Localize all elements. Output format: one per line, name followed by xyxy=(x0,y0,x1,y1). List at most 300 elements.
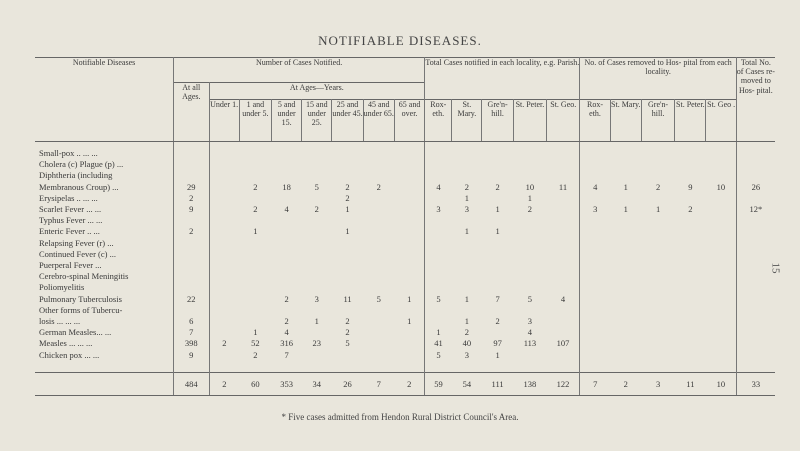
table-row xyxy=(35,182,775,193)
disease-name: German Measles... ... xyxy=(35,327,174,338)
table-cell xyxy=(363,215,394,226)
table-cell xyxy=(272,271,302,282)
table-cell: 29 xyxy=(174,182,209,193)
table-cell xyxy=(394,305,424,316)
table-cell: 1 xyxy=(527,192,533,203)
table-row xyxy=(35,215,775,226)
table-cell xyxy=(394,338,424,349)
table-cell xyxy=(332,249,363,260)
table-cell: 9 xyxy=(174,350,209,361)
table-cell xyxy=(547,305,580,316)
table-cell xyxy=(547,316,580,327)
table-cell xyxy=(174,271,209,282)
header-locality-removed: Rox- eth. xyxy=(580,100,610,142)
table-cell: 9 xyxy=(174,204,209,215)
table-cell xyxy=(482,327,513,338)
table-row xyxy=(35,338,775,349)
table-cell xyxy=(452,159,482,170)
table-cell xyxy=(641,238,674,249)
table-cell xyxy=(482,159,513,170)
total-cell: 2 xyxy=(610,372,641,395)
table-cell xyxy=(513,226,546,237)
table-cell xyxy=(610,294,641,305)
table-cell xyxy=(736,271,775,282)
header-removed: No. of Cases removed to Hos- pital from each locality. xyxy=(580,58,736,100)
table-cell: 2 xyxy=(253,349,258,360)
table-cell xyxy=(209,294,239,305)
spacer-cell xyxy=(580,361,610,373)
header-age-group: 25 and under 45. xyxy=(332,100,363,142)
table-cell xyxy=(174,142,209,160)
table-cell: 2 xyxy=(527,204,533,215)
table-cell xyxy=(675,338,706,349)
header-age-group: 65 and over. xyxy=(394,100,424,142)
table-cell xyxy=(272,215,302,226)
table-cell xyxy=(209,193,239,204)
table-cell xyxy=(706,294,736,305)
table-cell xyxy=(610,159,641,170)
disease-name: Cerebro-spinal Meningitis xyxy=(35,271,174,282)
table-cell: 18 xyxy=(282,181,291,192)
table-cell xyxy=(580,193,610,204)
header-total-removed: Total No. of Cases re- moved to Hos- pital. xyxy=(736,58,775,142)
table-cell xyxy=(394,193,424,204)
table-cell xyxy=(513,271,546,282)
table-cell xyxy=(736,260,775,271)
table-cell: 2 xyxy=(345,327,350,338)
table-cell: 3 xyxy=(314,293,319,304)
table-cell: 1 xyxy=(495,226,500,237)
table-cell xyxy=(302,142,332,160)
table-cell: 1 xyxy=(314,316,319,327)
table-cell xyxy=(209,260,239,271)
table-cell xyxy=(547,260,580,271)
table-cell xyxy=(580,305,610,316)
table-cell xyxy=(425,249,452,260)
table-cell xyxy=(425,282,452,293)
table-cell: 1 xyxy=(495,204,500,215)
table-cell xyxy=(425,226,452,237)
table-cell xyxy=(736,327,775,338)
total-cell: 11 xyxy=(675,372,706,395)
table-cell xyxy=(302,159,332,170)
total-cell: 7 xyxy=(363,372,394,395)
table-cell xyxy=(394,215,424,226)
table-cell xyxy=(452,260,482,271)
total-cell: 33 xyxy=(736,372,775,395)
table-cell: 1 xyxy=(464,226,469,237)
spacer-cell xyxy=(302,361,332,373)
table-cell xyxy=(641,338,674,349)
table-cell xyxy=(332,215,363,226)
table-cell xyxy=(209,249,239,260)
total-cell: 10 xyxy=(706,372,736,395)
table-row xyxy=(35,142,775,160)
total-cell: 7 xyxy=(580,372,610,395)
table-cell xyxy=(394,282,424,293)
table-cell: 26 xyxy=(751,181,761,192)
table-cell xyxy=(425,142,452,160)
table-cell xyxy=(641,215,674,226)
table-cell xyxy=(675,305,706,316)
header-locality: St. Geo. xyxy=(547,100,580,142)
table-cell xyxy=(332,305,363,316)
table-cell: 1 xyxy=(623,204,628,215)
table-cell: 2 xyxy=(284,316,289,327)
table-cell xyxy=(209,282,239,293)
table-cell xyxy=(610,142,641,160)
table-cell: 22 xyxy=(174,294,209,305)
table-cell xyxy=(452,215,482,226)
table-cell xyxy=(394,327,424,338)
table-cell xyxy=(332,238,363,249)
spacer-cell xyxy=(272,361,302,373)
table-cell xyxy=(425,316,452,327)
table-cell xyxy=(547,249,580,260)
table-cell xyxy=(425,238,452,249)
table-cell xyxy=(641,294,674,305)
table-cell xyxy=(425,260,452,271)
table-cell xyxy=(675,282,706,293)
table-cell xyxy=(482,170,513,181)
table-cell xyxy=(706,249,736,260)
header-age-group: 45 and under 65. xyxy=(363,100,394,142)
table-cell xyxy=(302,271,332,282)
table-cell: 1 xyxy=(655,204,661,215)
table-cell xyxy=(547,193,580,204)
table-cell: 10 xyxy=(706,182,736,193)
table-cell xyxy=(363,170,394,181)
table-cell xyxy=(209,159,239,170)
table-cell xyxy=(332,271,363,282)
table-cell: 5 xyxy=(345,338,350,349)
table-cell: 5 xyxy=(436,349,441,360)
table-cell xyxy=(425,159,452,170)
table-cell: 3 xyxy=(464,204,469,215)
table-cell xyxy=(174,215,209,226)
table-row xyxy=(35,271,775,282)
table-cell xyxy=(547,350,580,361)
table-cell xyxy=(610,238,641,249)
table-cell xyxy=(482,260,513,271)
header-notifiable-diseases: Notifiable Diseases xyxy=(35,58,174,142)
table-cell: 23 xyxy=(312,338,322,349)
table-cell xyxy=(706,350,736,361)
table-cell xyxy=(302,305,332,316)
total-cell: 353 xyxy=(272,372,302,395)
total-cell: 26 xyxy=(332,372,363,395)
table-cell xyxy=(332,170,363,181)
table-cell xyxy=(209,238,239,249)
spacer-cell xyxy=(513,361,546,373)
table-cell xyxy=(706,204,736,215)
table-cell xyxy=(706,193,736,204)
table-cell xyxy=(641,249,674,260)
table-cell xyxy=(452,170,482,181)
table-cell: 2 xyxy=(495,181,500,192)
table-cell xyxy=(706,305,736,316)
table-cell xyxy=(580,226,610,237)
table-cell xyxy=(239,238,271,249)
table-cell xyxy=(736,350,775,361)
table-cell xyxy=(513,249,546,260)
header-age-group: 1 and under 5. xyxy=(239,100,271,142)
table-row xyxy=(35,350,775,361)
table-cell: 1 xyxy=(253,327,258,338)
table-cell xyxy=(363,282,394,293)
header-age-group: 5 and under 15. xyxy=(272,100,302,142)
table-cell: 7 xyxy=(284,349,289,360)
table-cell xyxy=(580,294,610,305)
table-cell xyxy=(363,142,394,160)
table-cell: 4 xyxy=(436,181,441,192)
total-cell: 54 xyxy=(452,372,482,395)
spacer-cell xyxy=(641,361,674,373)
table-cell xyxy=(580,159,610,170)
table-cell xyxy=(641,282,674,293)
table-cell xyxy=(239,170,271,181)
table-cell xyxy=(332,350,363,361)
table-cell xyxy=(363,305,394,316)
table-cell xyxy=(580,142,610,160)
table-cell: 11 xyxy=(547,182,580,193)
table-cell xyxy=(394,159,424,170)
spacer-cell xyxy=(706,361,736,373)
table-cell xyxy=(736,305,775,316)
table-cell xyxy=(641,305,674,316)
table-cell xyxy=(174,249,209,260)
table-cell xyxy=(736,316,775,327)
table-cell xyxy=(580,170,610,181)
table-cell xyxy=(675,327,706,338)
table-cell xyxy=(610,260,641,271)
table-cell xyxy=(675,170,706,181)
spacer-cell xyxy=(425,361,452,373)
table-cell xyxy=(706,170,736,181)
table-cell xyxy=(239,294,271,305)
table-cell xyxy=(706,327,736,338)
table-cell xyxy=(452,249,482,260)
table-body xyxy=(35,142,775,361)
table-cell xyxy=(239,271,271,282)
disease-name: Poliomyelitis xyxy=(35,282,174,293)
table-cell: 1 xyxy=(345,204,350,215)
total-cell: 138 xyxy=(513,372,546,395)
table-cell xyxy=(547,271,580,282)
table-cell: 2 xyxy=(284,293,289,304)
table-cell xyxy=(513,260,546,271)
table-cell: 4 xyxy=(527,327,533,338)
table-cell xyxy=(641,170,674,181)
table-cell xyxy=(239,305,271,316)
table-cell xyxy=(513,159,546,170)
page-title: NOTIFIABLE DISEASES. xyxy=(318,33,482,48)
page-number: 15 xyxy=(769,262,782,274)
notifiable-diseases-table xyxy=(35,57,775,396)
table-cell xyxy=(675,271,706,282)
table-cell xyxy=(675,260,706,271)
table-cell: 1 xyxy=(464,316,469,327)
table-cell xyxy=(736,159,775,170)
table-cell xyxy=(482,305,513,316)
table-cell xyxy=(610,305,641,316)
table-cell xyxy=(239,282,271,293)
table-cell xyxy=(363,249,394,260)
table-cell: 1 xyxy=(464,192,469,203)
table-cell xyxy=(363,238,394,249)
table-row xyxy=(35,170,775,181)
table-cell xyxy=(482,215,513,226)
spacer-cell xyxy=(174,361,209,373)
header-age-group: Under 1. xyxy=(209,100,239,142)
table-cell xyxy=(209,226,239,237)
spacer-cell xyxy=(547,361,580,373)
table-cell xyxy=(547,215,580,226)
table-cell xyxy=(736,193,775,204)
table-cell xyxy=(209,327,239,338)
table-cell xyxy=(394,260,424,271)
table-cell xyxy=(302,238,332,249)
table-cell xyxy=(363,204,394,215)
table-cell xyxy=(302,260,332,271)
table-cell xyxy=(332,260,363,271)
disease-name: Other forms of Tubercu- xyxy=(35,305,174,316)
table-cell xyxy=(706,271,736,282)
total-cell: 2 xyxy=(394,372,424,395)
header-at-all-ages: At all Ages. xyxy=(174,83,209,142)
table-cell xyxy=(363,350,394,361)
table-cell xyxy=(452,282,482,293)
table-cell: 2 xyxy=(345,181,350,192)
table-cell xyxy=(706,282,736,293)
table-cell xyxy=(641,327,674,338)
table-cell xyxy=(174,159,209,170)
table-cell xyxy=(736,226,775,237)
table-cell xyxy=(580,316,610,327)
table-cell xyxy=(736,215,775,226)
table-cell xyxy=(302,226,332,237)
table-cell xyxy=(239,193,271,204)
table-cell xyxy=(209,305,239,316)
table-cell xyxy=(272,226,302,237)
table-cell xyxy=(675,159,706,170)
header-locality: St. Mary. xyxy=(452,100,482,142)
disease-name: Enteric Fever .. ... xyxy=(35,226,174,237)
table-cell xyxy=(610,193,641,204)
table-cell xyxy=(209,170,239,181)
table-cell xyxy=(239,159,271,170)
table-cell: 3 xyxy=(527,316,533,327)
table-cell xyxy=(425,215,452,226)
table-cell xyxy=(302,215,332,226)
spacer-cell xyxy=(363,361,394,373)
disease-name: Puerperal Fever ... xyxy=(35,260,174,271)
table-row xyxy=(35,294,775,305)
table-cell xyxy=(482,271,513,282)
table-cell xyxy=(394,204,424,215)
table-cell: 2 xyxy=(345,316,350,327)
table-row xyxy=(35,238,775,249)
table-cell xyxy=(547,170,580,181)
table-row xyxy=(35,327,775,338)
table-row xyxy=(35,282,775,293)
table-cell xyxy=(641,271,674,282)
disease-name: Erysipelas .. ... ... xyxy=(35,193,174,204)
table-cell: 113 xyxy=(523,338,537,349)
disease-name: Typhus Fever ... ... xyxy=(35,215,174,226)
disease-name: Chicken pox ... ... xyxy=(35,350,174,361)
table-cell: 1 xyxy=(394,294,424,305)
table-cell xyxy=(675,249,706,260)
table-cell xyxy=(736,142,775,160)
table-row xyxy=(35,226,775,237)
table-cell xyxy=(209,271,239,282)
spacer-cell xyxy=(332,361,363,373)
table-cell xyxy=(302,170,332,181)
table-cell xyxy=(706,316,736,327)
table-cell xyxy=(675,226,706,237)
table-cell: 11 xyxy=(343,293,352,304)
spacer-cell xyxy=(394,361,424,373)
table-row xyxy=(35,260,775,271)
table-cell xyxy=(736,170,775,181)
table-cell: 1 xyxy=(464,293,469,304)
table-cell xyxy=(302,282,332,293)
table-cell xyxy=(425,271,452,282)
table-cell xyxy=(332,142,363,160)
header-locality-removed: St. Mary. xyxy=(610,100,641,142)
total-cell: 484 xyxy=(174,372,209,395)
total-cell: 34 xyxy=(302,372,332,395)
table-cell xyxy=(675,142,706,160)
header-locality-removed: St. Peter. xyxy=(675,100,706,142)
table-cell: 6 xyxy=(174,316,209,327)
table-cell xyxy=(547,142,580,160)
table-cell xyxy=(394,249,424,260)
table-cell xyxy=(706,226,736,237)
table-cell: 107 xyxy=(547,338,580,349)
table-cell xyxy=(706,159,736,170)
table-row xyxy=(35,249,775,260)
spacer-cell xyxy=(675,361,706,373)
table-cell xyxy=(272,238,302,249)
table-cell xyxy=(580,238,610,249)
table-cell: 3 xyxy=(436,204,441,215)
disease-name: Diphtheria (including xyxy=(35,170,174,181)
table-cell: 1 xyxy=(345,226,350,237)
table-cell xyxy=(706,142,736,160)
table-cell xyxy=(394,226,424,237)
table-cell xyxy=(675,215,706,226)
table-cell: 52 xyxy=(251,338,260,349)
total-cell: 59 xyxy=(425,372,452,395)
table-cell xyxy=(209,316,239,327)
table-cell xyxy=(394,238,424,249)
table-cell xyxy=(641,142,674,160)
table-cell xyxy=(302,193,332,204)
table-cell xyxy=(547,204,580,215)
table-cell xyxy=(239,316,271,327)
header-locality: St. Peter. xyxy=(513,100,546,142)
table-cell xyxy=(209,215,239,226)
table-cell: 4 xyxy=(284,204,289,215)
total-cell: 122 xyxy=(547,372,580,395)
table-cell xyxy=(675,350,706,361)
spacer-cell xyxy=(35,361,174,373)
table-cell: 2 xyxy=(222,338,227,349)
table-cell xyxy=(513,350,546,361)
total-cell: 3 xyxy=(641,372,674,395)
